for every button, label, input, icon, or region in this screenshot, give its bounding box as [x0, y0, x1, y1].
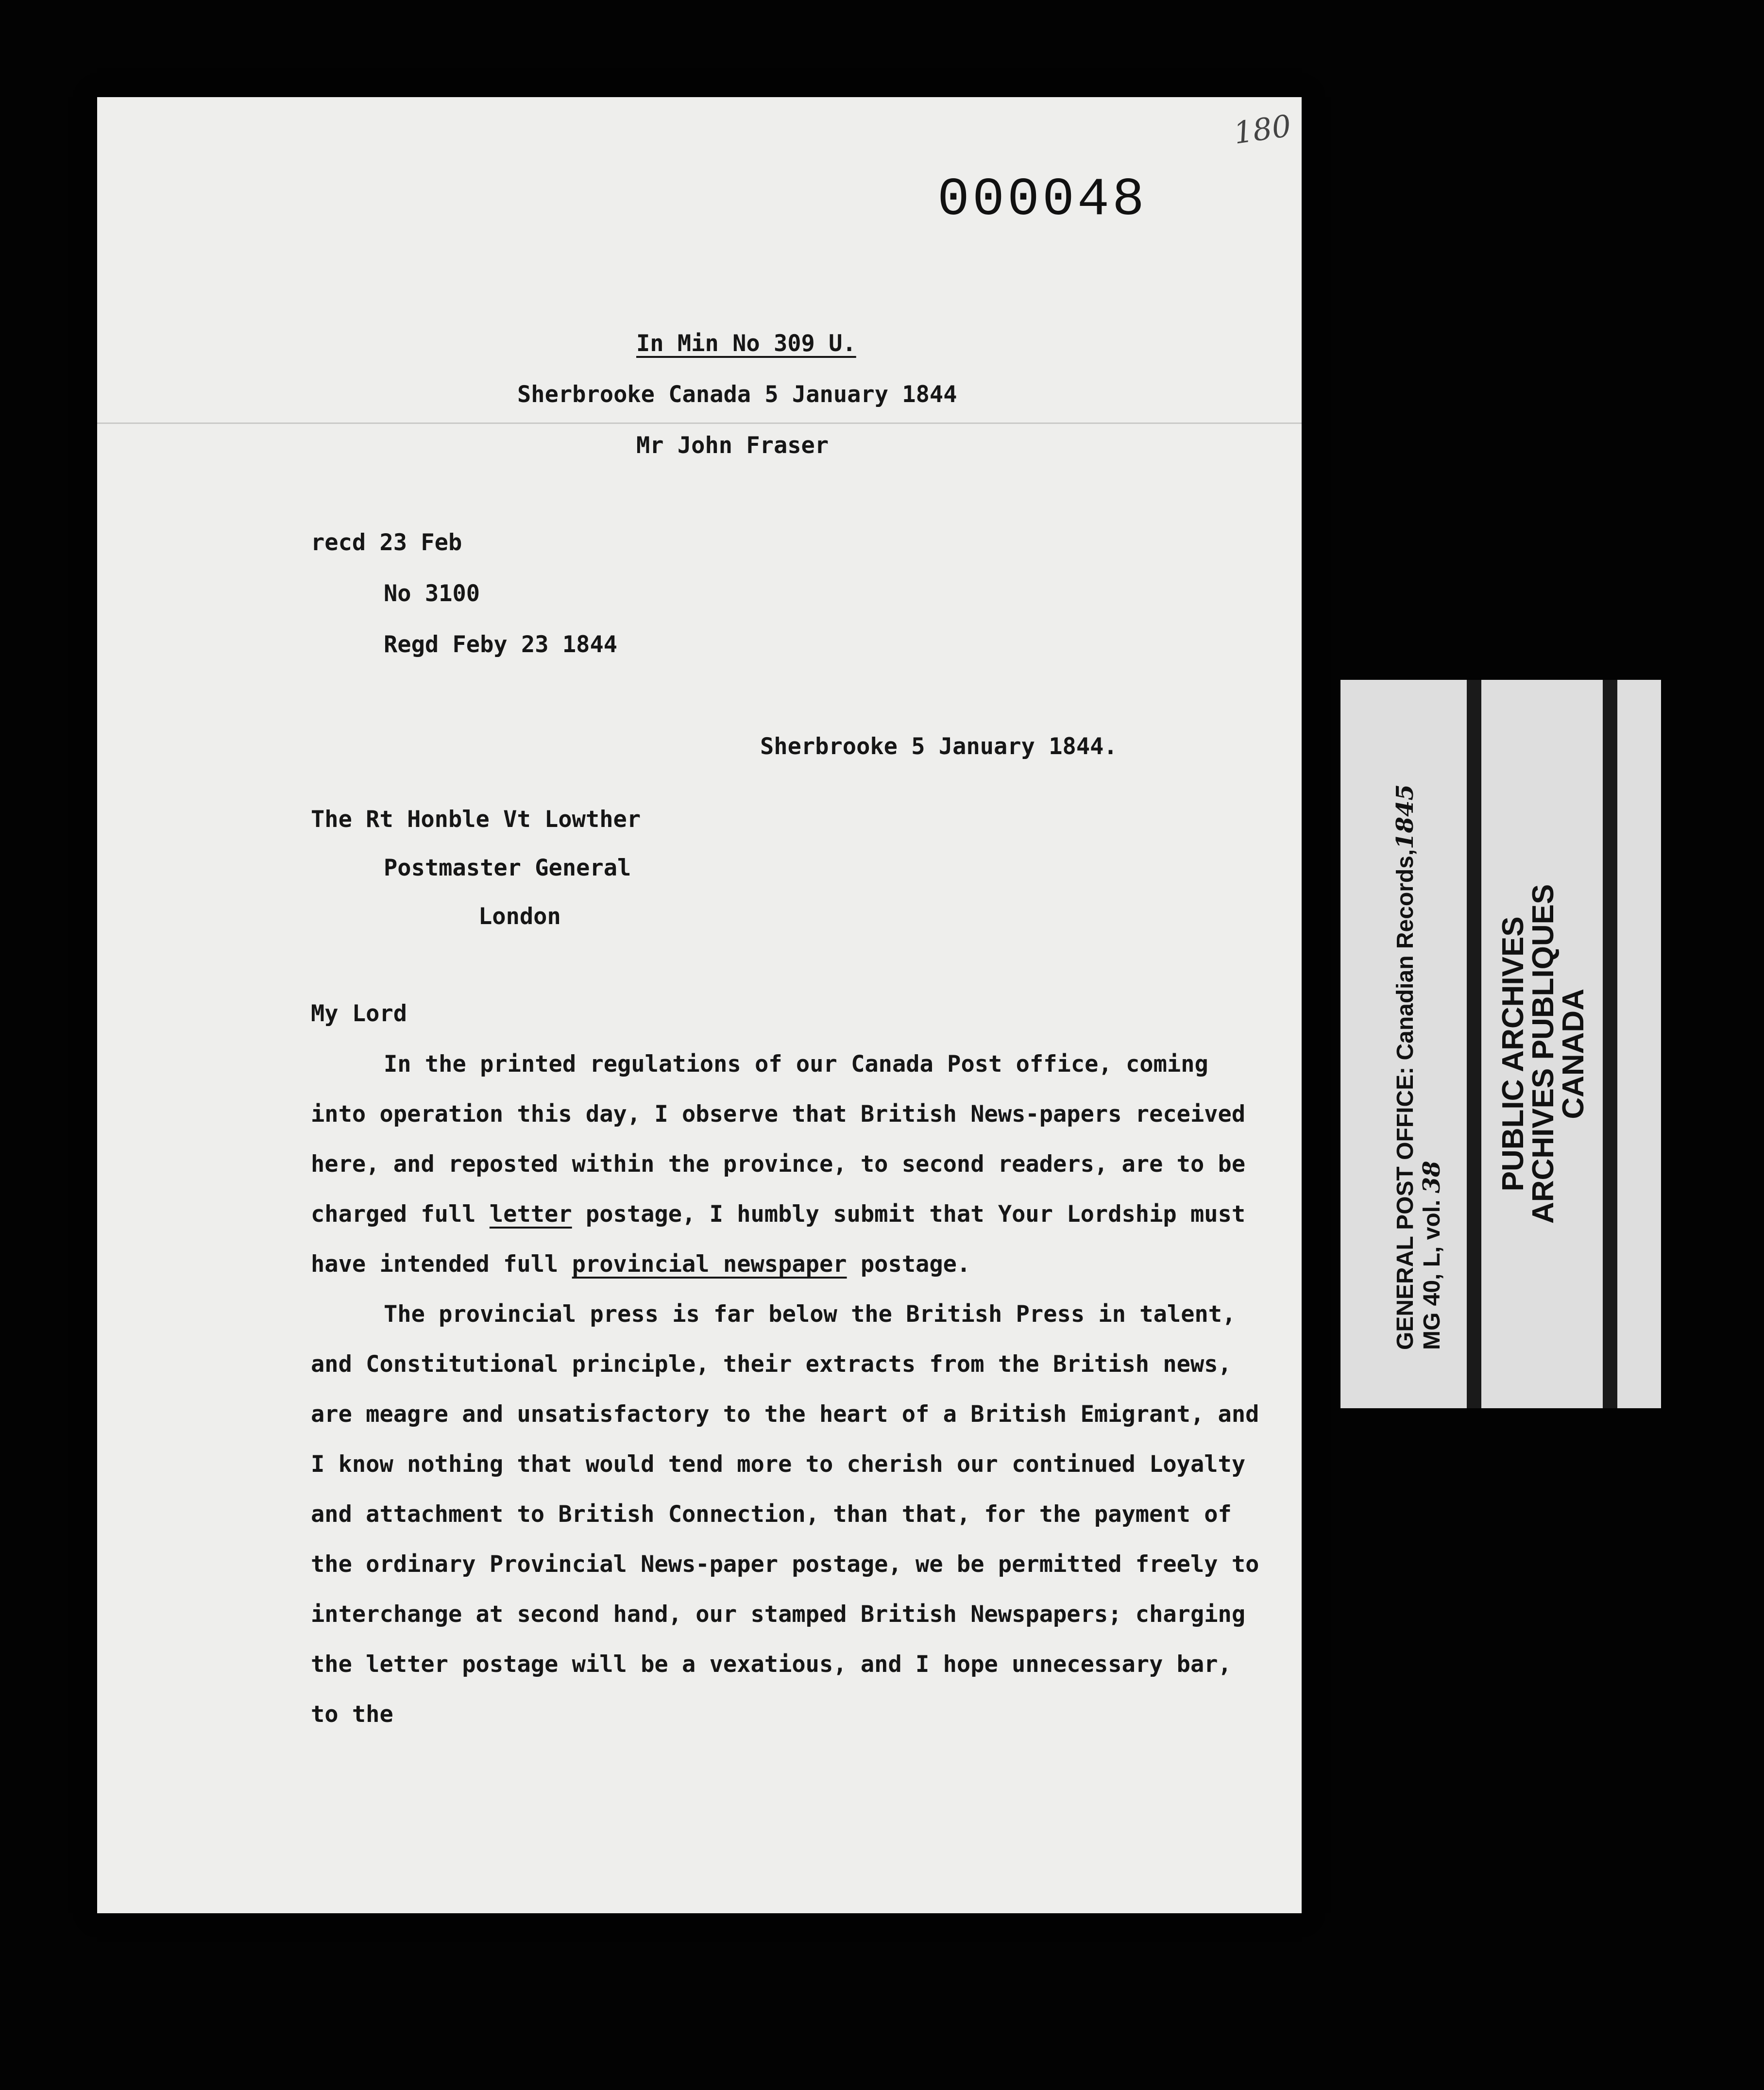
letter-body	[311, 1039, 1263, 1739]
underlined-provincial-newspaper: provincial newspaper	[572, 1251, 847, 1278]
minute-reference: In Min No 309 U.	[636, 330, 856, 357]
stamp-number: 000048	[937, 170, 1148, 231]
addressee-name: The Rt Honble Vt Lowther	[311, 806, 641, 833]
label-institution: PUBLIC ARCHIVES ARCHIVES PUBLIQUES CANADA	[1496, 884, 1590, 1224]
label-volume: MG 40, L, vol. 38	[1418, 1161, 1445, 1350]
received-note: recd 23 Feb	[311, 529, 462, 556]
fold-line	[97, 422, 1302, 424]
registered-date: Regd Feby 23 1844	[384, 631, 618, 658]
label-volume-number: 38	[1418, 1161, 1445, 1194]
page-number: 180	[1231, 108, 1293, 151]
header-place-date: Sherbrooke Canada 5 January 1844	[517, 381, 957, 408]
register-number: No 3100	[384, 580, 480, 607]
dateline: Sherbrooke 5 January 1844.	[760, 733, 1118, 760]
label-divider	[1467, 680, 1481, 1408]
salutation: My Lord	[311, 1000, 407, 1027]
archive-label	[1340, 680, 1661, 1408]
label-divider	[1603, 680, 1617, 1408]
addressee-title: Postmaster General	[384, 855, 631, 881]
addressee-city: London	[478, 903, 561, 930]
header-author: Mr John Fraser	[636, 432, 829, 459]
underlined-letter: letter	[489, 1201, 572, 1228]
label-year: 1845	[1391, 784, 1419, 849]
paragraph-2: The provincial press is far below the British Press in talent, and Constitutional principle, their extracts from the British news, are meagre and unsatisfactory to the heart of a British Emigrant, and I know nothing that would tend more to cherish our continued Loyalty and attachment to British Connection, than that, for the payment of the ordinary Provincial News-paper postage, we be permitted freely to interchange at second hand, our stamped British Newspapers; charging the letter postage will be a vexatious, and I hope unnecessary bar, to the	[311, 1301, 1259, 1728]
paragraph-1: In the printed regulations of our Canada Post office, coming into operation this day, I observe that British News-papers received here, and reposted within the province, to second readers, are to be charged full letter postage, I humbly submit that Your Lordship must have intended full provincial newspaper postage.	[311, 1051, 1246, 1278]
label-collection: GENERAL POST OFFICE: Canadian Records,1845	[1391, 784, 1419, 1350]
